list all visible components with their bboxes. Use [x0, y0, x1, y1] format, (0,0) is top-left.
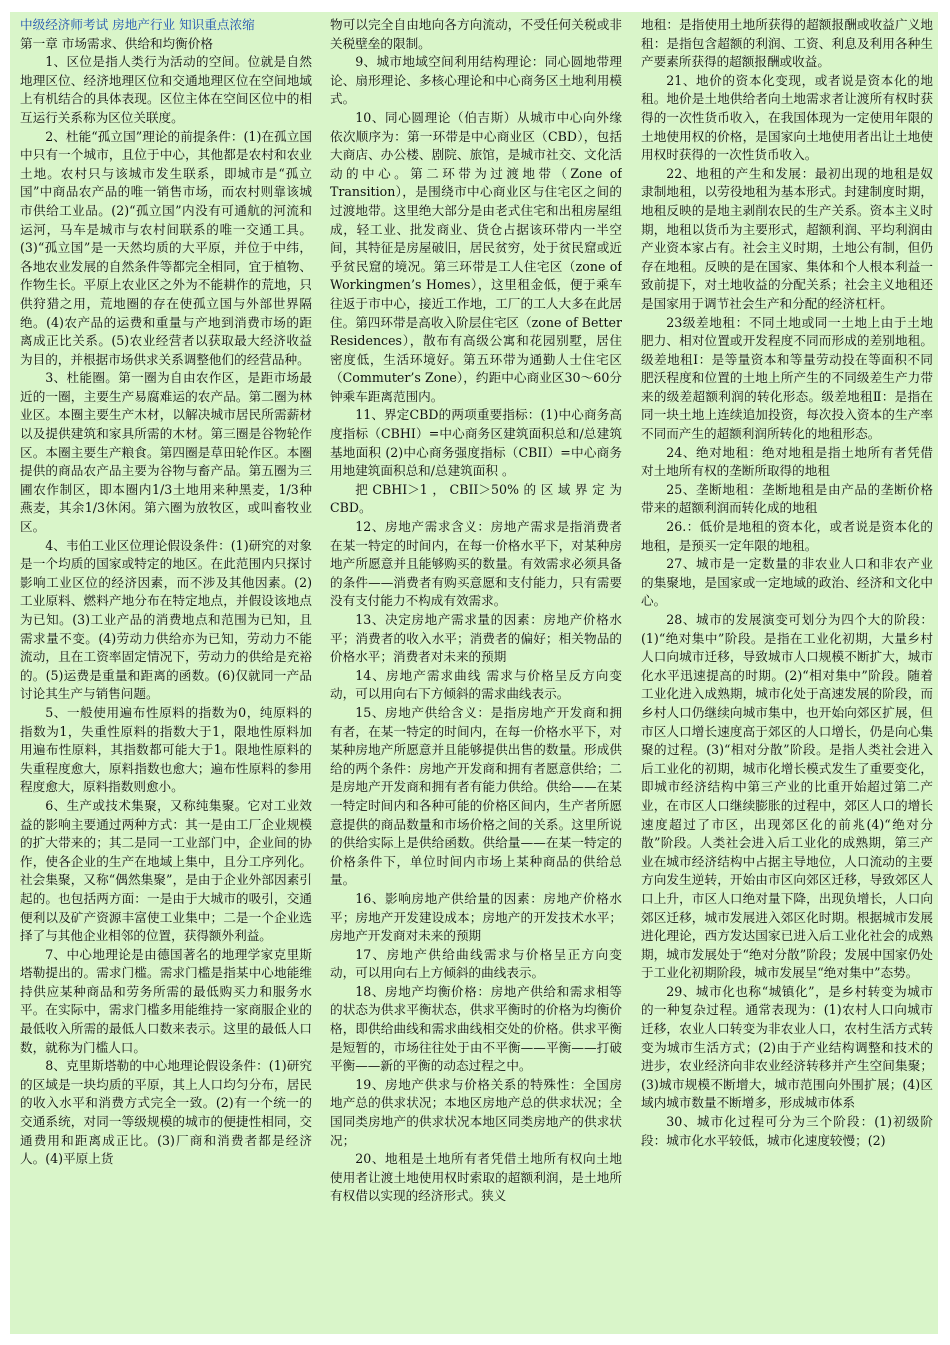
- paragraph: 3、杜能圈。第一圈为自由农作区，是距市场最近的一圈，主要生产易腐难运的农产品。第二圈为林业区。本圈主要生产木材，以解决城市居民所需薪材以及提供建筑和家具所需的木材。第三圈是谷物轮作区。本圈主要生产粮食。第四圈是草田轮作区。本圈提供的商品农产品主要为谷物与畜产品。第五圈为三圃农作制区，即本圈内1/3土地用来种黑麦，1/3种燕麦，其余1/3休闲。第六圈为放牧区，或叫畜牧业区。: [20, 370, 312, 535]
- paragraph: 9、城市地域空间利用结构理论：同心圆地带理论、扇形理论、多核心理论和中心商务区土地利用模式。: [330, 54, 622, 107]
- paragraph: 13、决定房地产需求量的因素：房地产价格水平；消费者的收入水平；消费者的偏好；相关物品的价格水平；消费者对未来的预期: [330, 612, 622, 665]
- paragraph-continued: 物可以完全自由地向各方向流动，不受任何关税或非关税壁垒的限制。: [330, 17, 622, 51]
- paragraph: 24、绝对地租：绝对地租是指土地所有者凭借对土地所有权的垄断所取得的地租: [641, 444, 933, 479]
- chapter-heading: 第一章 市场需求、供给和均衡价格: [20, 35, 213, 51]
- paragraph: 16、影响房地产供给量的因素：房地产价格水平；房地产开发建设成本；房地产的开发技术水平；房地产开发商对未来的预期: [330, 890, 622, 944]
- paragraph: 2、杜能“孤立国”理论的前提条件：(1)在孤立国中只有一个城市，且位于中心，其他都是农村和农业土地。农村只与该城市发生联系，即城市是“孤立国”中商品农产品的唯一销售市场，而农村则靠该城市供给工业品。(2)“孤立国”内没有可通航的河流和运河，马车是城市与农村间联系的唯一交通工具。(3)“孤立国”是一天然均质的大平原，并位于中纬，各地农业发展的自然条件等都完全相同，宜于植物、作物生长。平原上农业区之外为不能耕作的荒地，只供狩猎之用，荒地圈的存在使孤立国与外部世界隔绝。(4)农产品的运费和重量与产地到消费市场的距离成正比关系。(5)农业经营者以获取最大经济收益为目的，并根据市场供求关系调整他们的经营品种。: [20, 128, 312, 367]
- paragraph: 27、城市是一定数量的非农业人口和非农产业的集聚地，是国家或一定地域的政治、经济和文化中心。: [641, 556, 933, 609]
- paragraph: 19、房地产供求与价格关系的特殊性：全国房地产总的供求状况；本地区房地产总的供求状况；全国同类房地产的供求状况本地区同类房地产的供求状况；: [330, 1076, 622, 1148]
- document-page: [10, 12, 938, 1334]
- paragraph: 15、房地产供给含义：是指房地产开发商和拥有者，在某一特定的时间内，在每一价格水平下，对某种房地产所愿意并且能够提供出售的数量。形成供给的两个条件：房地产开发商和拥有者愿意供给；二是房地产开发商和拥有者有能力供给。供给——在某一特定时间内和各种可能的价格区间内，生产者所愿意提供的商品数量和市场价格之间的关系。这里所说的供给实际上是供给函数。供给量——在某一特定的价格条件下，单位时间内市场上某种商品的供给总量。: [330, 704, 622, 888]
- paragraph: 7、中心地理论是由德国著名的地理学家克里斯塔勒提出的。需求门槛。需求门槛是指某中心地能维持供应某种商品和劳务所需的最低购买力和服务水平。在实际中，需求门槛多用能维持一家商服企业的最低收入所需的最低人口数来表示。这里的最低人口数，就称为门槛人口。: [20, 946, 312, 1055]
- paragraph: 5、一般使用遍布性原料的指数为0，纯原料的指数为1，失重性原料的指数大于1，限地性原料加用遍布性原料，其指数都可能大于1。限地性原料的失重程度愈大，原料指数也愈大；遍布性原料的参用程度愈大，原料指数则愈小。: [20, 704, 312, 795]
- paragraph: 22、地租的产生和发展：最初出现的地租是奴隶制地租，以劳役地租为基本形式。封建制度时期，地租反映的是地主剥削农民的生产关系。资本主义时期，地租以货币为主要形式，超额利润、平均利润由产业资本家占有。社会主义时期，土地公有制，但仍存在地租。反映的是在国家、集体和个人根本利益一致前提下，对土地收益的分配关系；社会主义地租还是国家用于调节社会生产和分配的经济杠杆。: [641, 165, 933, 311]
- paragraph: 21、地价的资本化变现，或者说是资本化的地租。地价是土地供给者向土地需求者让渡所有权时获得的一次性货币收入，在我国体现为一定使用年限的土地使用权的价格，是国家向土地使用者出让土地使用权时获得的一次性货币收入。: [641, 72, 933, 163]
- paragraph: 1、区位是指人类行为活动的空间。位就是自然地理区位、经济地理区位和交通地理区位在空间地域上有机结合的具体表现。区位主体在空间区位中的相互运行关系称为区位关联度。: [20, 54, 312, 125]
- paragraph-continued: 地租：是指使用土地所获得的超额报酬或收益广义地租：是指包含超额的利润、工资、利息及利用各种生产要素所获得的超额报酬或收益。: [641, 17, 933, 70]
- paragraph: 8、克里斯塔勒的中心地理论假设条件：(1)研究的区域是一块均质的平原，其上人口均匀分布，居民的收入水平和消费方式完全一致。(2)有一个统一的交通系统，对同一等级规模的城市的便捷性相同，交通费用和距离成正比。(3)厂商和消费者都是经济人。(4)平原上货: [20, 1058, 312, 1167]
- paragraph: 17、房地产供给曲线需求与价格呈正方向变动，可以用向右上方倾斜的曲线表示。: [330, 946, 622, 981]
- paragraph: 4、韦伯工业区位理论假设条件：(1)研究的对象是一个均质的国家或特定的地区。在此范围内只探讨影响工业区位的经济因素，而不涉及其他因素。(2)工业原料、燃料产地分布在特定地点，并假设该地点为已知。(3)工业产品的消费地点和范围为已知，且需求量不变。(4)劳动力供给亦为已知，劳动力不能流动，且在工资率固定情况下，劳动力的供给是充裕的。(5)运费是重量和距离的函数。(6)仅就同一产品讨论其生产与销售问题。: [20, 537, 312, 702]
- paragraph: 23级差地租：不同土地或同一土地上由于土地肥力、相对位置或开发程度不同而形成的差别地租。级差地租Ⅰ：是等量资本和等量劳动投在等面积不同肥沃程度和位置的土地上所产生的不同级差生产力带来的级差超额利润的转化形态。级差地租Ⅱ：是指在同一块土地上连续追加投资，每次投入资本的生产率不同而产生的超额利润所转化的地租形态。: [641, 314, 933, 442]
- paragraph: 30、城市化过程可分为三个阶段：(1)初级阶段：城市化水平较低，城市化速度较慢；(2): [641, 1114, 933, 1148]
- text-column-3: [641, 16, 933, 1334]
- paragraph: 10、同心圆理论（伯吉斯）从城市中心向外缘依次顺序为：第一环带是中心商业区（CBD），包括大商店、办公楼、剧院、旅馆，是城市社交、文化活动的中心。第二环带为过渡地带（Zone of Transition），是围绕市中心商业区与住宅区之间的过渡地带。这里绝大部分是由老式住宅和出租房屋组成，轻工业、批发商业、货仓占据该环带内一半空间，其特征是房屋破旧，居民贫穷，处于贫民窟或近乎贫民窟的境况。第三环带是工人住宅区（zone of Workingmen’s Homes），这里租金低，便于乘车往返于市中心，接近工作地，工厂的工人大多在此居住。第四环带是高收入阶层住宅区（zone of Better Residences），散布有高级公寓和花园别墅，居住密度低，生活环境好。第五环带为通勤人士住宅区（Commuter’s Zone），约距中心商业区30～60分钟乘车距离范围内。: [330, 109, 622, 404]
- paragraph: 11、界定CBD的两项重要指标：(1)中心商务高度指标（CBHI）=中心商务区建筑面积总和/总建筑基地面积 (2)中心商务强度指标（CBII）=中心商务用地建筑面积总和/总建筑面积 。: [330, 407, 622, 479]
- paragraph: 25、垄断地租：垄断地租是由产品的垄断价格带来的超额利润而转化成的地租: [641, 481, 933, 516]
- paragraph: 6、生产或技术集聚，又称纯集聚。它对工业效益的影响主要通过两种方式：其一是由工厂企业规模的扩大带来的；其二是同一工业部门中，企业间的协作，使各企业的生产在地域上集中，且分工序列化。社会集聚，又称“偶然集聚”，是由于企业外部因素引起的。也包括两方面：一是由于大城市的吸引，交通便利以及矿产资源丰富使工业集中；二是一个企业选择了与其他企业相邻的位置，获得额外利益。: [20, 797, 312, 944]
- document-title: 中级经济师考试 房地产行业 知识重点浓缩: [20, 17, 255, 32]
- paragraph: 18、房地产均衡价格：房地产供给和需求相等的状态为供求平衡状态，供求平衡时的价格为均衡价格，即供给曲线和需求曲线相交处的价格。供求平衡是短暂的，市场往往处于由不平衡——平衡——打破平衡——新的平衡的动态过程之中。: [330, 983, 622, 1074]
- text-column-1: [20, 16, 312, 1334]
- paragraph: 20、地租是土地所有者凭借土地所有权向土地使用者让渡土地使用权时索取的超额利润，是土地所有权借以实现的经济形式。狭义: [330, 1151, 622, 1204]
- paragraph: 12、房地产需求含义：房地产需求是指消费者在某一特定的时间内，在每一价格水平下，对某种房地产所愿意并且能够购买的数量。有效需求必须具备的条件——消费者有购买意愿和支付能力，只有需要没有支付能力不构成有效需求。: [330, 519, 622, 609]
- text-column-2: [330, 16, 622, 1334]
- paragraph: 29、城市化也称“城镇化”，是乡村转变为城市的一种复杂过程。通常表现为：(1)农村人口向城市迁移，农业人口转变为非农业人口，农村生活方式转变为城市生活方式；(2)由于产业结构调整和技术的进步，农业经济向非农业经济转移并产生空间集聚；(3)城市规模不断增大，城市范围向外围扩展；(4)区域内城市数量不断增多，形成城市体系: [641, 983, 933, 1111]
- paragraph: 14、房地产需求曲线 需求与价格呈反方向变动，可以用向右下方倾斜的需求曲线表示。: [330, 667, 622, 702]
- paragraph: 26.：低价是地租的资本化，或者说是资本化的地租，是预买一定年限的地租。: [641, 519, 933, 553]
- paragraph: 28、城市的发展演变可划分为四个大的阶段：(1)“绝对集中”阶段。是指在工业化初期，大量乡村人口向城市迁移，导致城市人口规模不断扩大，城市化水平迅速提高的时期。(2)“相对集中”阶段。随着工业化进入成熟期，城市化处于高速发展的阶段，而乡村人口仍继续向城市集中，也开始向郊区扩展，但市区人口增长速度高于郊区的人口增长，仍是向心集聚的过程。(3)“相对分散”阶段。是指人类社会进入后工业化的初期，城市化增长模式发生了重要变化，即城市经济结构中第三产业的比重开始超过第二产业，在市区人口继续膨胀的过程中，郊区人口的增长速度超过了市区，出现郊区化的前兆(4)“绝对分散”阶段。人类社会进入后工业化的成熟期，第三产业在城市经济结构中占据主导地位，人口流动的主要方向发生逆转，开始由市区向郊区迁移，导致郊区人口上升，市区人口绝对量下降，出现负增长，人口向郊区迁移，城市发展进入郊区化时期。根据城市发展进化理论，西方发达国家已进入后工业化社会的成熟期，城市发展处于“绝对分散”阶段；发展中国家仍处于工业化初期阶段，城市发展呈“绝对集中”态势。: [641, 612, 933, 981]
- paragraph: 把CBHI＞1，CBII＞50%的区域界定为CBD。: [330, 481, 622, 516]
